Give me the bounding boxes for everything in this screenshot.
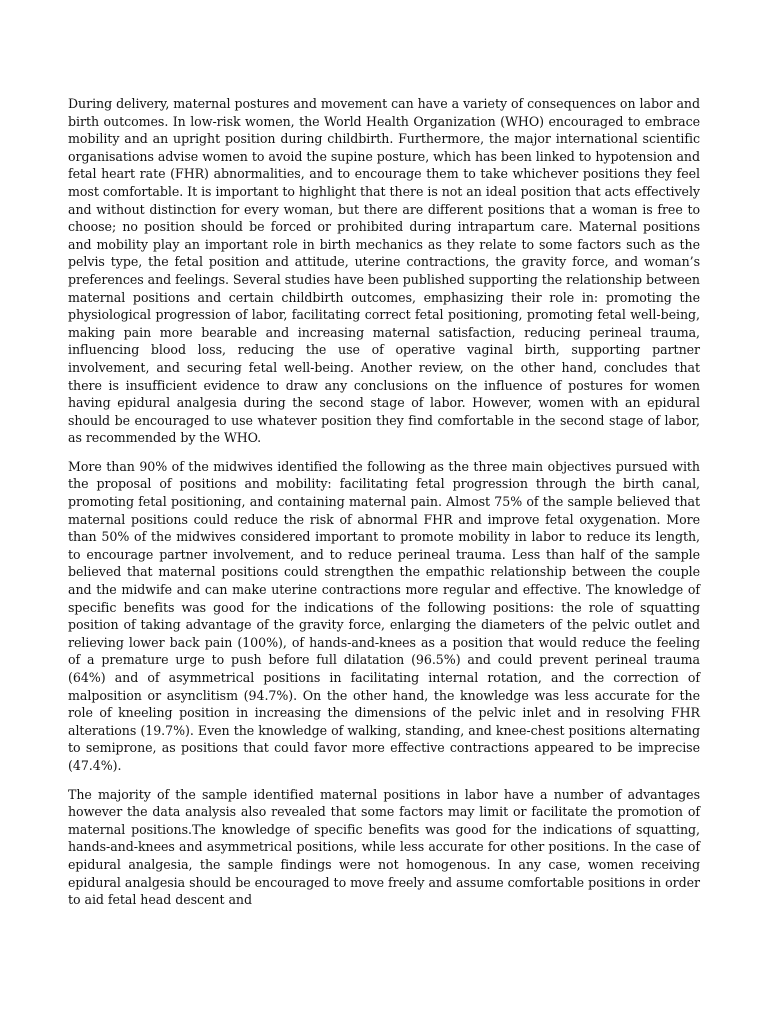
document-body [68,95,700,920]
paragraph-midwives-survey: More than 90% of the midwives identified the following as the three main objectives pursued with the proposal of positions and mobility: facilitating fetal progression through the birth canal, promoting fetal positioning, and containing maternal pain. Almost 75% of the sample believed that maternal positions could reduce the risk of abnormal FHR and improve fetal oxygenation. More than 50% of the midwives considered important to promote mobility in labor to reduce its length, to encourage partner involvement, and to reduce perineal trauma. Less than half of the sample believed that maternal positions could strengthen the empathic relationship between the couple and the midwife and can make uterine contractions more regular and effective. The knowledge of specific benefits was good for the indications of the following positions: the role of squatting position of taking advantage of the gravity force, enlarging the diameters of the pelvic outlet and relieving lower back pain (100%), of hands-and-knees as a position that would reduce the feeling of a premature urge to push before full dilatation (96.5%) and could prevent perineal trauma (64%) and of asymmetrical positions in facilitating internal rotation, and the correction of malposition or asynclitism (94.7%). On the other hand, the knowledge was less accurate for the role of kneeling position in increasing the dimensions of the pelvic inlet and in resolving FHR alterations (19.7%). Even the knowledge of walking, standing, and knee-chest positions alternating to semiprone, as positions that could favor more effective contractions appeared to be imprecise (47.4%). [68,458,700,773]
paragraph-maternal-postures: During delivery, maternal postures and movement can have a variety of consequences on labor and birth outcomes. In low-risk women, the World Health Organization (WHO) encouraged to embrace mobility and an upright position during childbirth. Furthermore, the major international scientific organisations advise women to avoid the supine posture, which has been linked to hypotension and fetal heart rate (FHR) abnormalities, and to encourage them to take whichever positions they feel most comfortable. It is important to highlight that there is not an ideal position that acts effectively and without distinction for every woman, but there are different positions that a woman is free to choose; no position should be forced or prohibited during intrapartum care. Maternal positions and mobility play an important role in birth mechanics as they relate to some factors such as the pelvis type, the fetal position and attitude, uterine contractions, the gravity force, and woman’s preferences and feelings. Several studies have been published supporting the relationship between maternal positions and certain childbirth outcomes, emphasizing their role in: promoting the physiological progression of labor, facilitating correct fetal positioning, promoting fetal well-being, making pain more bearable and increasing maternal satisfaction, reducing perineal trauma, influencing blood loss, reducing the use of operative vaginal birth, supporting partner involvement, and securing fetal well-being. Another review, on the other hand, concludes that there is insufficient evidence to draw any conclusions on the influence of postures for women having epidural analgesia during the second stage of labor. However, women with an epidural should be encouraged to use whatever position they find comfortable in the second stage of labor, as recommended by the WHO. [68,96,700,446]
paragraph-sample-findings: The majority of the sample identified maternal positions in labor have a number of advantages however the data analysis also revealed that some factors may limit or facilitate the promotion of maternal positions.The knowledge of specific benefits was good for the indications of squatting, hands-and-knees and asymmetrical positions, while less accurate for other positions. In the case of epidural analgesia, the sample findings were not homogenous. In any case, women receiving epidural analgesia should be encouraged to move freely and assume comfortable positions in order to aid fetal head descent and [68,786,700,908]
